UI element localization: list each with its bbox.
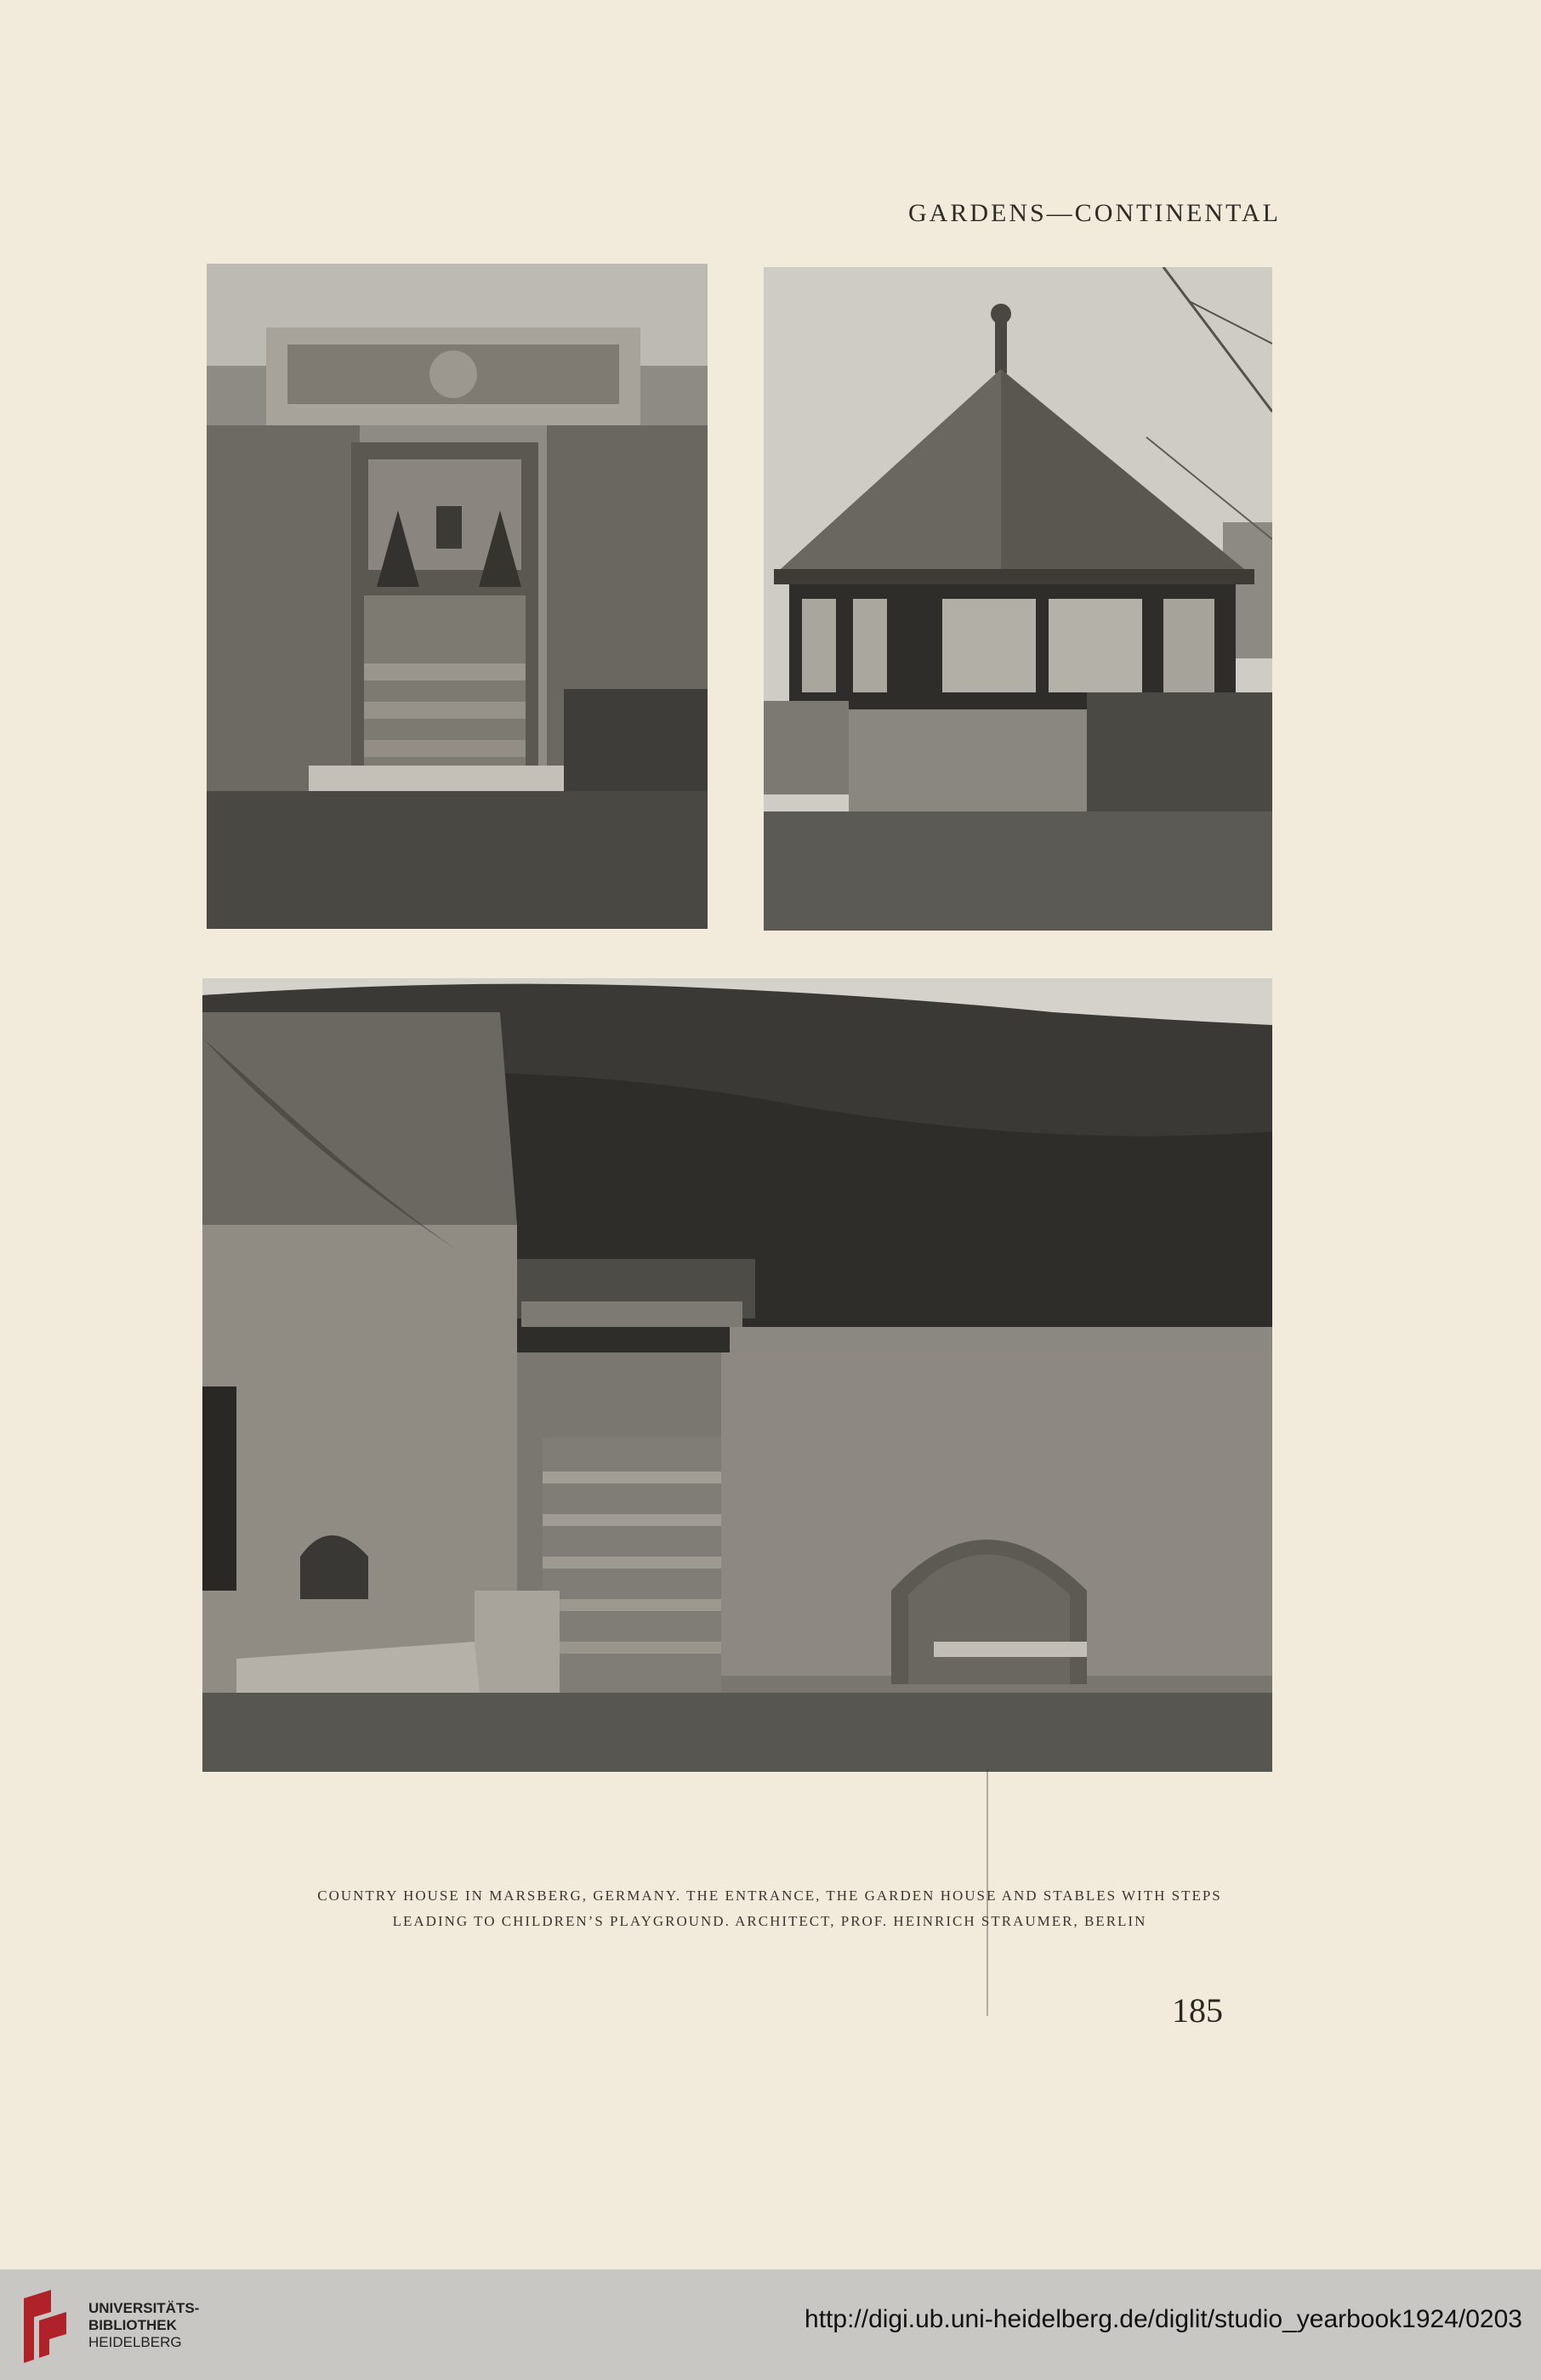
caption-line-1: COUNTRY HOUSE IN MARSBERG, GERMANY. THE ENTRANCE, THE GARDEN HOUSE AND STABLES WITH STEPS xyxy=(317,1887,1222,1904)
garden-house-image xyxy=(764,267,1272,931)
viewer-footer xyxy=(0,2269,1541,2380)
scan-artifact-line xyxy=(987,1769,988,2016)
institution-name xyxy=(88,2300,199,2351)
permalink-url[interactable]: http://digi.ub.uni-heidelberg.de/diglit/studio_yearbook1924/0203 xyxy=(805,2305,1522,2333)
institution-line-3: HEIDELBERG xyxy=(88,2334,182,2350)
caption-line-2: LEADING TO CHILDREN’S PLAYGROUND. ARCHITECT, PROF. HEINRICH STRAUMER, BERLIN xyxy=(392,1913,1147,1929)
photo-garden-house xyxy=(764,267,1272,931)
running-head: GARDENS—CONTINENTAL xyxy=(908,199,1281,227)
entrance-gate-image xyxy=(207,264,708,929)
institution-line-2: BIBLIOTHEK xyxy=(88,2317,177,2333)
page-number: 185 xyxy=(1172,1991,1223,2030)
photo-caption xyxy=(153,1883,1386,1934)
university-library-logo-icon xyxy=(17,2286,77,2368)
photo-entrance-gate xyxy=(207,264,708,929)
stables-steps-image xyxy=(202,978,1272,1772)
photo-stables-steps xyxy=(202,978,1272,1772)
institution-line-1: UNIVERSITÄTS- xyxy=(88,2300,200,2316)
